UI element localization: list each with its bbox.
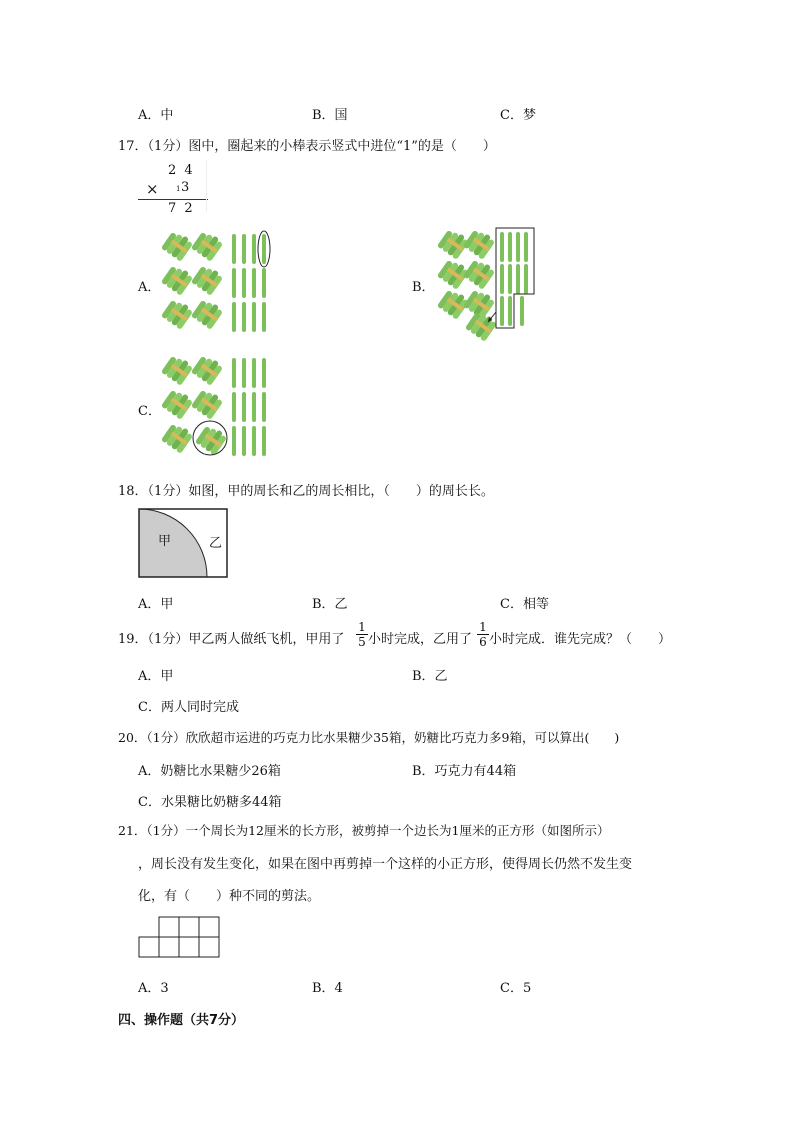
q21-option-b[interactable]: B．4	[312, 981, 343, 996]
q16-option-b[interactable]: B．国	[312, 108, 348, 123]
q17-figure-b	[438, 226, 538, 342]
q19-stem-part2: 小时完成，乙用了	[368, 632, 473, 647]
q20-option-c[interactable]: C．水果糖比奶糖多44箱	[138, 795, 282, 810]
q21-option-a[interactable]: A．3	[138, 981, 169, 996]
q18-stem: 18．（1分）如图，甲的周长和乙的周长相比，（ ）的周长长。	[118, 484, 494, 499]
q17-stem: 17．（1分）图中，圈起来的小棒表示竖式中进位“1”的是（ ）	[118, 139, 496, 154]
q20-stem: 20．（1分）欣欣超市运进的巧克力比水果糖少35箱，奶糖比巧克力多9箱，可以算出( )	[118, 730, 620, 745]
q19-fraction-2: $\frac{1}{6}$	[477, 621, 489, 648]
q17-label-c[interactable]: C．	[138, 404, 161, 419]
calc-carry: 1	[176, 185, 181, 193]
calc-times: ×	[146, 180, 159, 198]
q17-figure-a	[160, 228, 280, 336]
calc-mid: 3	[181, 180, 190, 195]
q21-stem-line1: 21．（1分）一个周长为12厘米的长方形，被剪掉一个边长为1厘米的正方形（如图所示）	[118, 823, 610, 838]
q21-figure	[138, 916, 224, 960]
q19-option-c[interactable]: C．两人同时完成	[138, 700, 239, 715]
q16-option-a[interactable]: A．中	[138, 108, 174, 123]
q19-stem-part1: 19．（1分）甲乙两人做纸飞机，甲用了	[118, 632, 345, 647]
q17-label-b[interactable]: B．	[412, 280, 435, 295]
q18-option-b[interactable]: B．乙	[312, 597, 348, 612]
section-4-title: 四、操作题（共7分）	[118, 1013, 245, 1028]
q20-option-b[interactable]: B．巧克力有44箱	[412, 764, 517, 779]
q19-fraction-1: $\frac{1}{5}$	[356, 621, 368, 648]
q18-label-yi: 乙	[209, 536, 223, 551]
calc-result: 7 2	[168, 201, 195, 216]
q18-label-jia: 甲	[158, 534, 172, 549]
q19-option-b[interactable]: B．乙	[412, 669, 448, 684]
q21-stem-line2: ，周长没有发生变化，如果在图中再剪掉一个这样的小正方形，使得周长仍然不发生变	[138, 857, 633, 872]
q21-option-c[interactable]: C．5	[500, 981, 532, 996]
q17-figure-c	[160, 352, 270, 462]
q20-option-a[interactable]: A．奶糖比水果糖少26箱	[138, 764, 281, 779]
q19-stem-part3: 小时完成．谁先完成？（ ）	[489, 632, 672, 647]
calc-top: 2 4	[168, 163, 195, 178]
q16-option-c[interactable]: C．梦	[500, 108, 536, 123]
q17-label-a[interactable]: A．	[138, 280, 161, 295]
calc-line	[138, 199, 208, 200]
q18-option-a[interactable]: A．甲	[138, 597, 174, 612]
q21-stem-line3: 化，有（ ）种不同的剪法。	[138, 889, 321, 904]
q19-option-a[interactable]: A．甲	[138, 669, 174, 684]
q18-option-c[interactable]: C．相等	[500, 597, 549, 612]
